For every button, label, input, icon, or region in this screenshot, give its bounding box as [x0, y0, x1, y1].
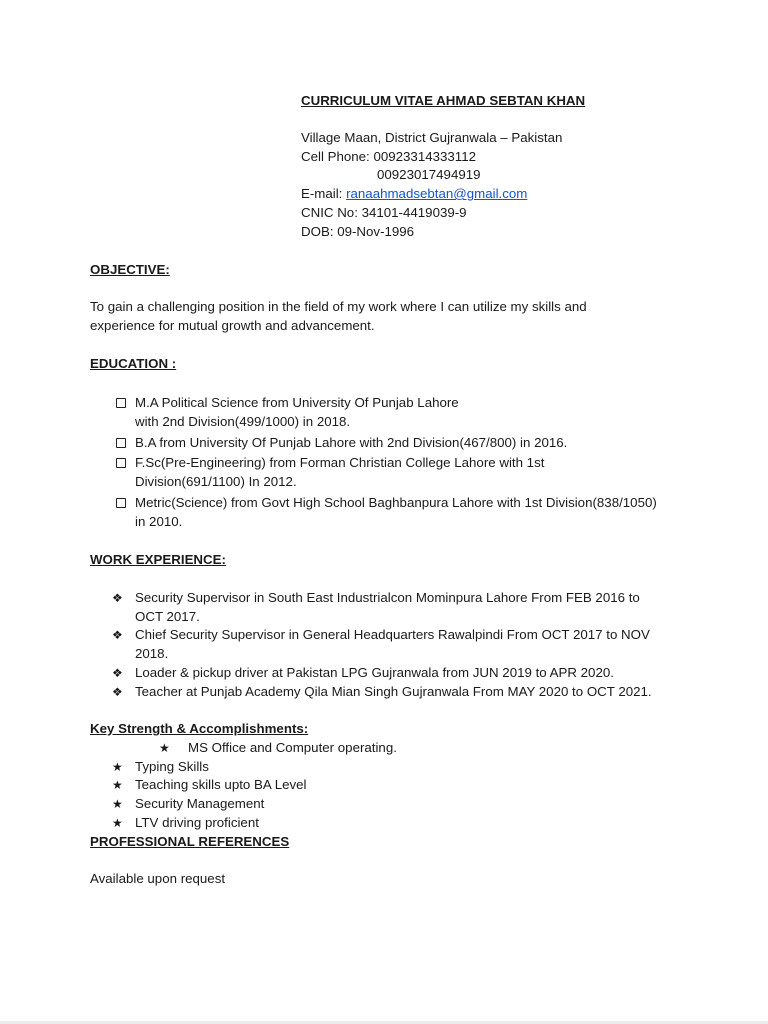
diamond-bullet-icon: ❖: [112, 628, 123, 642]
work-experience-heading: WORK EXPERIENCE:: [90, 552, 226, 567]
work-item-2-line-1: Chief Security Supervisor in General Headquarters Rawalpindi From OCT 2017 to NOV: [135, 627, 650, 642]
address: Village Maan, District Gujranwala – Pakistan: [301, 130, 563, 145]
diamond-bullet-icon: ❖: [112, 666, 123, 680]
work-item-1-line-2: OCT 2017.: [135, 609, 200, 624]
email-line: [301, 185, 527, 203]
strength-item-4: Security Management: [135, 796, 265, 811]
checkbox-icon: [116, 458, 126, 468]
page-title: CURRICULUM VITAE AHMAD SEBTAN KHAN: [301, 93, 586, 108]
phone-number-1: 00923314333112: [373, 149, 476, 164]
objective-text-line-2: experience for mutual growth and advancement.: [90, 318, 375, 333]
strength-item-2: Typing Skills: [135, 759, 209, 774]
work-item-4-line-1: Teacher at Punjab Academy Qila Mian Singh Gujranwala From MAY 2020 to OCT 2021.: [135, 684, 652, 699]
work-item-3-line-1: Loader & pickup driver at Pakistan LPG Gujranwala from JUN 2019 to APR 2020.: [135, 665, 614, 680]
checkbox-icon: [116, 398, 126, 408]
phone-label: Cell Phone:: [301, 149, 374, 164]
email-link[interactable]: ranaahmadsebtan@gmail.com: [346, 186, 528, 201]
references-heading: PROFESSIONAL REFERENCES: [90, 834, 290, 849]
references-text: Available upon request: [90, 871, 226, 886]
phone-line: [301, 148, 476, 166]
education-item-2-line-1: B.A from University Of Punjab Lahore with 2nd Division(467/800) in 2016.: [135, 435, 568, 450]
star-bullet-icon: ★: [112, 760, 123, 774]
email-label: E-mail:: [301, 186, 347, 201]
checkbox-icon: [116, 498, 126, 508]
strength-item-5: LTV driving proficient: [135, 815, 259, 830]
strength-item-3: Teaching skills upto BA Level: [135, 777, 307, 792]
star-bullet-icon: ★: [159, 741, 170, 755]
objective-text-line-1: To gain a challenging position in the field of my work where I can utilize my skills and: [90, 299, 587, 314]
diamond-bullet-icon: ❖: [112, 591, 123, 605]
star-bullet-icon: ★: [112, 797, 123, 811]
education-item-4-line-2: in 2010.: [135, 514, 183, 529]
work-item-1-line-1: Security Supervisor in South East Industrialcon Mominpura Lahore From FEB 2016 to: [135, 590, 640, 605]
strength-item-1: MS Office and Computer operating.: [188, 740, 397, 755]
strengths-heading: Key Strength & Accomplishments:: [90, 721, 309, 736]
work-item-2-line-2: 2018.: [135, 646, 169, 661]
education-heading: EDUCATION :: [90, 356, 177, 371]
cnic: CNIC No: 34101-4419039-9: [301, 205, 467, 220]
dob: DOB: 09-Nov-1996: [301, 224, 415, 239]
education-item-3-line-2: Division(691/1100) In 2012.: [135, 474, 297, 489]
objective-heading: OBJECTIVE:: [90, 262, 170, 277]
education-item-1-line-1: M.A Political Science from University Of Punjab Lahore: [135, 395, 459, 410]
diamond-bullet-icon: ❖: [112, 685, 123, 699]
education-item-1-line-2: with 2nd Division(499/1000) in 2018.: [135, 414, 351, 429]
star-bullet-icon: ★: [112, 778, 123, 792]
education-item-3-line-1: F.Sc(Pre-Engineering) from Forman Christian College Lahore with 1st: [135, 455, 545, 470]
education-item-4-line-1: Metric(Science) from Govt High School Baghbanpura Lahore with 1st Division(838/1050): [135, 495, 657, 510]
phone-number-2: 00923017494919: [377, 167, 481, 182]
checkbox-icon: [116, 438, 126, 448]
star-bullet-icon: ★: [112, 816, 123, 830]
